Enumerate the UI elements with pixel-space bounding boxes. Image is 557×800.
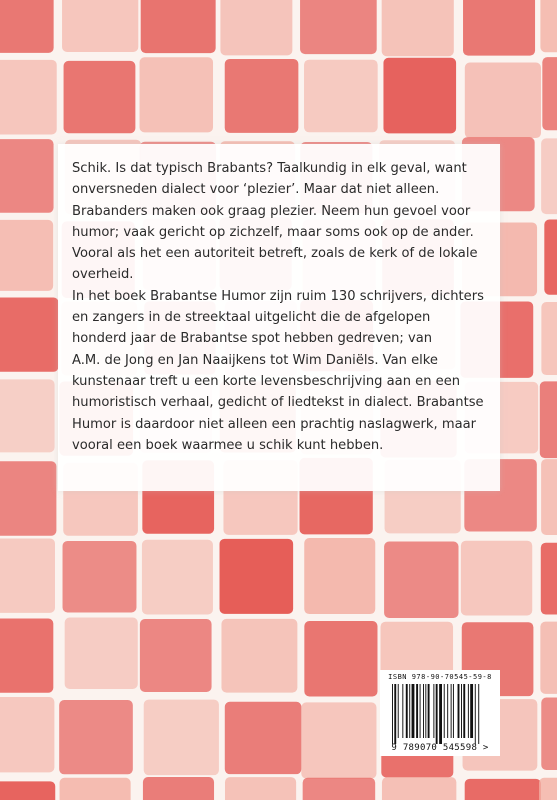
blurb-line: humor; vaak gericht op zichzelf, maar soms ook op de ander. xyxy=(72,224,474,240)
light-tile xyxy=(461,541,532,616)
red-tile xyxy=(540,381,557,458)
barcode-bar xyxy=(447,684,448,738)
light-tile xyxy=(225,777,296,800)
blurb-line: Schik. Is dat typisch Brabants? Taalkundig in elk geval, want xyxy=(72,161,467,176)
barcode-bar xyxy=(468,684,469,738)
light-tile xyxy=(301,702,376,778)
light-tile xyxy=(142,540,213,615)
barcode-bar xyxy=(394,684,396,744)
red-tile xyxy=(0,297,58,371)
barcode-bar xyxy=(458,684,460,738)
red-tile xyxy=(384,542,458,618)
barcode-bar xyxy=(478,684,479,744)
red-tile xyxy=(63,541,137,613)
red-tile xyxy=(542,57,557,130)
blurb-panel xyxy=(58,144,500,491)
red-tile xyxy=(140,619,212,692)
red-tile xyxy=(304,621,377,696)
isbn-barcode xyxy=(380,670,500,756)
blurb-line: en zangers in de streektaal uitgelicht die de afgelopen xyxy=(72,310,431,326)
barcode-bar xyxy=(428,684,430,738)
barcode-bar xyxy=(425,684,426,738)
barcode-bar xyxy=(423,684,424,738)
red-tile xyxy=(544,219,557,294)
barcode-bar xyxy=(475,684,476,744)
blurb-line: onversneden dialect voor ‘plezier’. Maar dat niet alleen. xyxy=(72,182,440,198)
light-tile xyxy=(382,777,456,800)
red-tile xyxy=(465,779,541,800)
barcode-bars xyxy=(392,684,492,744)
blurb-line: honderd jaar de Brabantse spot hebben gedreven; van xyxy=(72,331,433,347)
red-tile xyxy=(463,0,535,56)
light-tile xyxy=(540,622,557,694)
red-tile xyxy=(541,698,557,770)
barcode-bar xyxy=(398,684,399,738)
red-tile xyxy=(300,0,377,54)
blurb-line: humoristisch verhaal, gedicht of liedtekst in dialect. Brabantse xyxy=(72,395,484,411)
red-tile xyxy=(225,702,302,774)
light-tile xyxy=(144,700,219,776)
light-tile xyxy=(221,619,297,693)
light-tile xyxy=(0,379,55,452)
light-tile xyxy=(220,0,292,55)
blurb-line: In het boek Brabantse Humor zijn ruim 130 schrijvers, dichters xyxy=(72,288,484,304)
light-tile xyxy=(0,60,57,135)
light-tile xyxy=(541,138,557,214)
blurb-line: Vooral als het een autoriteit betreft, zoals de kerk of de lokale xyxy=(72,246,478,262)
light-tile xyxy=(62,0,138,52)
light-tile xyxy=(65,618,138,689)
barcode-bar xyxy=(433,684,434,738)
barcode-bar xyxy=(463,684,465,738)
red-tile xyxy=(303,778,376,800)
light-tile xyxy=(304,538,375,614)
light-tile xyxy=(539,778,557,800)
barcode-bar xyxy=(420,684,421,738)
light-tile xyxy=(60,778,131,800)
barcode-bar xyxy=(470,684,473,738)
light-tile xyxy=(382,0,454,56)
barcode-bar xyxy=(439,684,442,744)
barcode-bar xyxy=(453,684,454,738)
blurb-line: overheid. xyxy=(72,267,134,283)
blurb-text xyxy=(72,158,490,456)
blurb-line: A.M. de Jong en Jan Naaijkens tot Wim Daniëls. Van elke xyxy=(72,352,438,368)
blurb-line: vooral een boek waarmee u schik kunt hebben. xyxy=(72,437,384,453)
blurb-line: Brabanders maken ook graag plezier. Neem hun gevoel voor xyxy=(72,203,471,219)
red-tile xyxy=(0,461,56,536)
blurb-line: Humor is daardoor niet alleen een prachtig naslagwerk, maar xyxy=(72,416,477,432)
barcode-bar xyxy=(406,684,408,738)
barcode-bar xyxy=(402,684,403,738)
light-tile xyxy=(465,63,541,138)
barcode-bar xyxy=(436,684,438,744)
light-tile xyxy=(0,538,55,612)
isbn-label: ISBN 978-90-70545-59-8 xyxy=(388,673,492,681)
red-tile xyxy=(0,781,55,800)
light-tile xyxy=(540,0,557,52)
barcode-bar xyxy=(412,684,415,738)
barcode-bar xyxy=(416,684,418,738)
light-tile xyxy=(0,697,54,772)
light-tile xyxy=(140,57,213,132)
barcode-bar xyxy=(392,684,393,744)
red-tile xyxy=(143,777,214,800)
barcode-digits: 9 789070 545598 > xyxy=(391,743,489,753)
red-tile xyxy=(0,619,53,693)
light-tile xyxy=(304,60,378,133)
red-tile xyxy=(0,0,54,53)
light-tile xyxy=(541,302,557,375)
barcode-bar xyxy=(409,684,410,738)
red-tile xyxy=(541,543,557,615)
red-tile xyxy=(141,0,216,53)
red-tile xyxy=(0,139,54,213)
light-tile xyxy=(0,220,53,291)
red-tile xyxy=(220,539,294,614)
blurb-line: kunstenaar treft u een korte levensbeschrijving aan en een xyxy=(72,373,461,389)
barcode-bar xyxy=(461,684,462,738)
red-tile xyxy=(64,61,136,133)
red-tile xyxy=(225,59,299,133)
red-tile xyxy=(59,700,133,774)
light-tile xyxy=(541,459,557,535)
barcode-bar xyxy=(451,684,452,738)
red-tile xyxy=(383,58,456,134)
barcode-bar xyxy=(444,684,445,738)
